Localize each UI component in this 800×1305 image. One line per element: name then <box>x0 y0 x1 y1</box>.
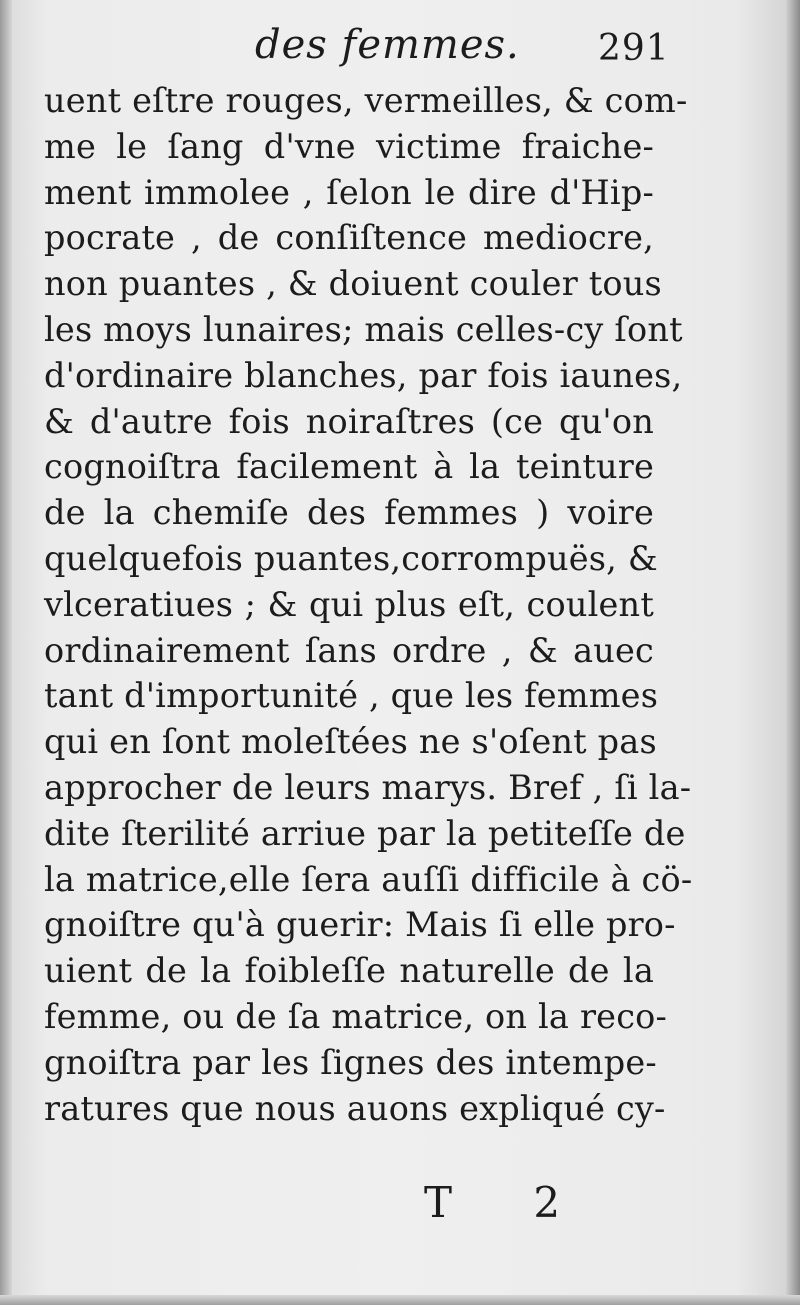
text-line: uient de la foibleſſe naturelle de la <box>44 951 654 991</box>
text-line: les moys lunaires; mais celles-cy ſont <box>44 309 683 349</box>
text-line: pocrate , de conſiſtence mediocre, <box>44 218 654 258</box>
text-line: cognoiſtra facilement à la teinture <box>44 447 654 487</box>
text-line: qui en ſont moleſtées ne s'oſent pas <box>44 722 657 762</box>
text-line: uent eſtre rouges, vermeilles, & com- <box>44 81 688 120</box>
page-bottom-edge <box>0 1295 800 1305</box>
text-line: femme, ou de ſa matrice, on la reco- <box>44 996 668 1036</box>
text-line: ratures que nous auons expliqué cy- <box>44 1088 666 1128</box>
text-line: d'ordinaire blanches, par fois iaunes, <box>44 355 683 395</box>
text-line: la matrice,elle ſera auſſi difficile à cö- <box>44 859 693 899</box>
text-line: gnoiſtre qu'à guerir: Mais ſi elle pro- <box>44 905 676 945</box>
text-line: vlceratiues ; & qui plus eſt, coulent <box>44 584 654 624</box>
text-line: quelquefois puantes,corrompuës, & <box>44 538 658 578</box>
signature-mark: T 2 <box>424 1178 595 1227</box>
text-line: ordinairement ſans ordre , & auec <box>44 630 654 670</box>
page-right-edge <box>786 0 800 1305</box>
text-line: gnoiſtra par les ſignes des intempe- <box>44 1042 657 1082</box>
body-text <box>44 78 693 1131</box>
page-left-edge <box>0 0 12 1305</box>
text-line: non puantes , & doiuent couler tous <box>44 264 662 304</box>
text-line: ment immolee , ſelon le dire d'Hip- <box>44 172 654 212</box>
text-line: dite ſterilité arriue par la petiteſſe de <box>44 813 686 853</box>
text-line: me le ſang d'vne victime fraiche- <box>44 126 654 166</box>
running-head <box>0 18 800 78</box>
signature-line <box>0 1176 800 1226</box>
running-title: des femmes. <box>255 22 520 68</box>
page-number: 291 <box>598 28 670 69</box>
text-line: de la chemiſe des femmes ) voire <box>44 493 654 533</box>
text-line: & d'autre fois noiraſtres (ce qu'on <box>44 401 654 441</box>
text-line: tant d'importunité , que les femmes <box>44 676 659 716</box>
text-line: approcher de leurs marys. Bref , ſi la- <box>44 767 692 807</box>
